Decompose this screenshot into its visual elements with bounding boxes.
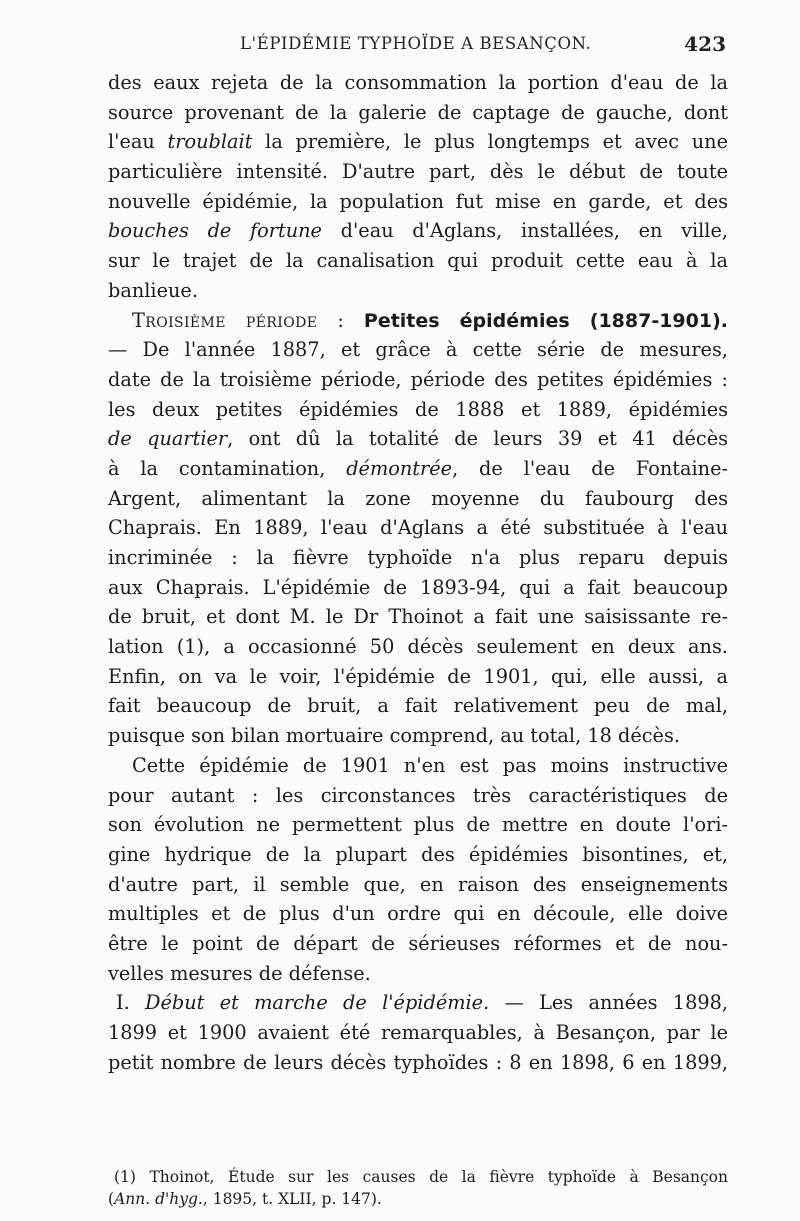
text-line: lation (1), a occasionné 50 décès seulement en deux ans. [108,635,728,659]
text-run: l'eau [108,130,168,154]
text-line: Chaprais. En 1889, l'eau d'Aglans a été substituée à l'eau [108,516,728,540]
text-line [108,216,728,246]
text-line [108,988,728,1018]
text-line: puisque son bilan mortuaire comprend, au total, 18 décès. [108,724,680,748]
footnote-line: (Ann. d'hyg., 1895, t. XLII, p. 147). [108,1190,382,1208]
text-line: petit nombre de leurs décès typhoïdes : 8 en 1898, 6 en 1899, [108,1050,728,1074]
text-line: fait beaucoup de bruit, a fait relativement peu de mal, [108,694,728,718]
section-title: Petites épidémies (1887-1901). [363,309,728,332]
text-run: — Les années 1898, [489,991,728,1015]
page-header [112,32,728,62]
footnote-line: (1) Thoinot, Étude sur les causes de la fièvre typhoïde à Besançon [114,1168,728,1186]
text-line [108,424,728,454]
text-run: la première, le plus longtemps et avec une [252,130,728,154]
text-run: , ont dû la totalité de leurs 39 et 41 décès [227,427,728,451]
text-line: des eaux rejeta de la consommation la portion d'eau de la [108,71,728,94]
text-line: aux Chaprais. L'épidémie de 1893-94, qui a fait beaucoup [108,575,728,599]
running-title: L'ÉPIDÉMIE TYPHOÏDE A BESANÇON. [240,34,592,53]
text-run: , 1895, t. XLII, p. 147). [202,1190,382,1208]
text-line: sur le trajet de la canalisation qui produit cette eau à la [108,249,728,273]
italic-term: de quartier [108,427,228,451]
text-line: de bruit, et dont M. le Dr Thoinot a fait une saisissante re- [108,605,728,629]
italic-term: bouches de fortune [108,219,322,243]
text-line: d'autre part, il semble que, en raison des enseignements [108,872,728,896]
text-line: 1899 et 1900 avaient été remarquables, à Besançon, par le [108,1021,728,1044]
text-run: à la contamination, [108,456,347,480]
text-line: — De l'année 1887, et grâce à cette série de mesures, [108,338,728,362]
text-line: banlieue. [108,278,198,302]
text-line [108,454,728,484]
text-line: Enfin, on va le voir, l'épidémie de 1901, qui, elle aussi, a [108,664,728,688]
italic-term: Ann. d'hyg. [114,1190,203,1208]
text-run: d'eau d'Aglans, installées, en ville, [321,219,728,243]
text-line: source provenant de la galerie de captage de gauche, dont [108,100,728,124]
text-line: gine hydrique de la plupart des épidémies bisontines, et, [108,842,728,866]
italic-term: démontrée [346,456,453,480]
text-line: incriminée : la fièvre typhoïde n'a plus reparu depuis [108,546,728,569]
section-label: Troisième période : [132,308,345,332]
section-heading [108,306,728,336]
body-text [108,68,728,1077]
text-line: son évolution ne permettent plus de mettre en doute l'ori- [108,813,728,837]
text-line [108,127,728,157]
italic-term: Début et marche de l'épidémie. [145,991,490,1015]
italic-term: troublait [167,130,253,154]
text-line: velles mesures de défense. [108,961,371,985]
footnotes [108,1166,728,1210]
page-number: 423 [684,32,726,56]
text-line: les deux petites épidémies de 1888 et 1889, épidémies [108,397,728,421]
text-line: date de la troisième période, période des petites épidémies : [108,367,728,391]
text-line: nouvelle épidémie, la population fut mise en garde, et des [108,189,728,213]
text-line: être le point de départ de sérieuses réformes et de nou- [108,931,728,955]
text-line: pour autant : les circonstances très caractéristiques de [108,783,728,807]
text-line: particulière intensité. D'autre part, dès le début de toute [108,160,728,184]
text-line: Cette épidémie de 1901 n'en est pas moins instructive [132,753,728,777]
text-run: I. [116,991,146,1015]
text-run: , de l'eau de Fontaine- [452,456,728,480]
text-line: multiples et de plus d'un ordre qui en découle, elle doive [108,902,728,926]
text-line: Argent, alimentant la zone moyenne du faubourg des [108,486,728,510]
